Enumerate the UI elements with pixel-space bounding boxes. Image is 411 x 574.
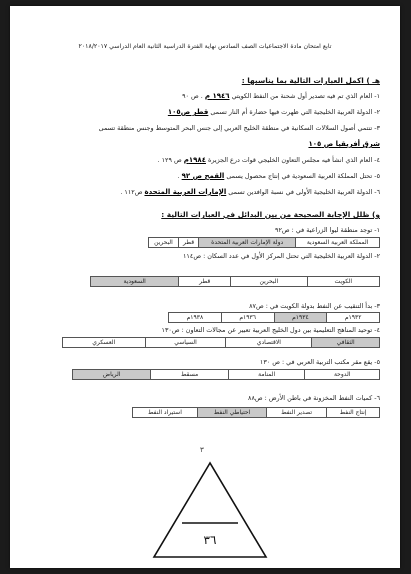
fill-item-6: ٦- الدولة العربية الخليجية الأولى في نسبة الوافدين تسمى الإمارات العربية المتحدة ص١١٢ . xyxy=(120,188,380,196)
option-2-b[interactable]: البحرين xyxy=(231,277,307,287)
option-6-b[interactable]: تصدير النفط xyxy=(267,408,327,418)
mcq-question-3: ٣- بدأ التنقيب عن النفط بدولة الكويت في : ص٨٧ xyxy=(249,302,380,310)
mcq-options-3 xyxy=(168,312,380,323)
mcq-options-1 xyxy=(148,237,380,248)
fill-item-3-answer: شرق أفريقيا ص ١٠٥ xyxy=(308,140,380,148)
option-5-a[interactable]: الدوحة xyxy=(305,370,380,380)
option-6-c[interactable]: احتياطي النفط xyxy=(197,408,266,418)
option-1-c[interactable]: قطر xyxy=(178,238,198,248)
exam-page xyxy=(10,6,400,568)
option-5-d[interactable]: الرياض xyxy=(73,370,151,380)
page-title: تابع امتحان مادة الاجتماعيات الصف السادس نهاية الفترة الدراسية الثانية العام الدراسي ٢٠١٨/٢٠١٧ xyxy=(78,43,332,50)
option-5-c[interactable]: مسقط xyxy=(151,370,228,380)
option-1-a[interactable]: المملكة العربية السعودية xyxy=(296,238,380,248)
option-4-b[interactable]: الاقتصادي xyxy=(226,338,312,348)
option-1-b[interactable]: دولة الإمارات العربية المتحدة xyxy=(199,238,296,248)
mcq-question-4: ٤- توحيد المناهج التعليمية بين دول الخليج العربية تعبير عن مجالات التعاون : ص١٣٠ xyxy=(161,326,380,334)
fill-item-2: ٢- الدولة العربية الخليجية التي ظهرت فيها حضارة أم النار تسمى قطر ص١٠٥ xyxy=(167,108,380,116)
page-number: ٣ xyxy=(200,446,204,454)
mcq-question-5: ٥- يقع مقر مكتب التربية العربي في : ص ١٣٠ xyxy=(259,358,380,366)
section-a-heading: هـ ) اكمل العبارات التالية بما يناسبها : xyxy=(241,76,380,85)
option-6-a[interactable]: إنتاج النفط xyxy=(327,408,380,418)
fill-item-4: ٤- العام الذي انشأ فيه مجلس التعاون الخليجي قوات درع الجزيرة ١٩٨٤م ص ١٢٩ . xyxy=(157,156,380,164)
mcq-options-4 xyxy=(62,337,380,348)
option-5-b[interactable]: المنامة xyxy=(228,370,305,380)
mcq-options-6 xyxy=(132,407,380,418)
score-triangle xyxy=(150,461,270,561)
option-2-a[interactable]: الكويت xyxy=(307,277,379,287)
option-3-d[interactable]: ١٩٣٨م xyxy=(169,313,222,323)
mcq-question-6: ٦- كميات النفط المخزونة في باطن الأرض : ص٨٨ xyxy=(248,394,380,402)
option-3-c[interactable]: ١٩٣٦م xyxy=(221,313,274,323)
mcq-options-2 xyxy=(90,276,380,287)
option-2-d[interactable]: السعودية xyxy=(91,277,179,287)
option-3-a[interactable]: ١٩٣٢م xyxy=(327,313,380,323)
mcq-question-1: ١- توجد منطقة ليوا الزراعية في : ص٩٢ xyxy=(275,226,380,234)
option-4-c[interactable]: السياسي xyxy=(145,338,226,348)
fill-item-3: ٣- تنتمي أصول السلالات السكانية في منطقة الخليج العربي إلى جنس البحر المتوسط وجنس منطقة تسمى xyxy=(98,124,380,132)
mcq-options-5 xyxy=(72,369,380,380)
option-3-b[interactable]: ١٩٣٤م xyxy=(274,313,327,323)
section-b-heading: و) ظلل الإجابة الصحيحة من بين البدائل في العبارات التالية : xyxy=(161,210,380,219)
option-6-d[interactable]: استيراد النفط xyxy=(133,408,198,418)
score-value: ٣٦ xyxy=(203,533,217,547)
option-4-d[interactable]: العسكري xyxy=(63,338,146,348)
option-4-a[interactable]: الثقافي xyxy=(312,338,380,348)
option-2-c[interactable]: قطر xyxy=(179,277,231,287)
fill-item-1: ١- العام الذي تم فيه تصدير أول شحنة من النفط الكويتي ١٩٤٦ م . ص ٩٠ xyxy=(182,92,380,100)
option-1-d[interactable]: البحرين xyxy=(149,238,179,248)
fill-item-5: ٥- تحتل المملكة العربية السعودية في إنتاج محصول يسمى القمح ص ٩٢ . xyxy=(177,172,380,180)
mcq-question-2: ٢- الدولة العربية الخليجية التي تحتل المركز الأول في عدد السكان : ص١١٤ xyxy=(183,252,380,260)
